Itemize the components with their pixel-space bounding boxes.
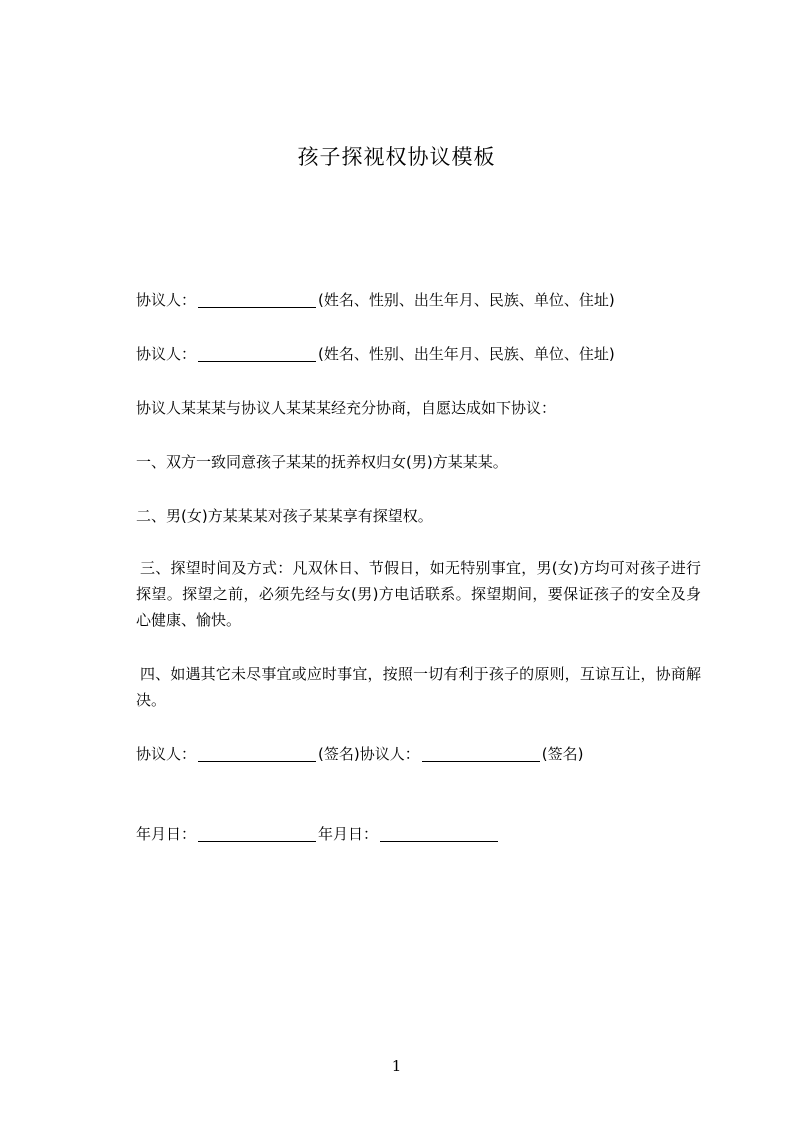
document-title: 孩子探视权协议模板 xyxy=(297,145,496,169)
party-line-2 xyxy=(136,341,615,367)
signature-note-2: (签名) xyxy=(541,745,584,763)
date-line xyxy=(136,821,500,847)
blank-line xyxy=(198,360,316,362)
clause-2: 二、男(女)方某某某对孩子某某享有探望权。 xyxy=(136,507,433,525)
party-label: 协议人： xyxy=(136,345,197,363)
party-label: 协议人： xyxy=(136,291,197,309)
signature-line xyxy=(136,741,583,767)
blank-line xyxy=(198,840,316,842)
blank-line xyxy=(422,760,540,762)
page-number: 1 xyxy=(391,1057,402,1075)
date-label-1: 年月日： xyxy=(136,825,197,843)
clause-4: 四、如遇其它未尽事宜或应时事宜，按照一切有利于孩子的原则，互谅互让，协商解决。 xyxy=(136,665,701,709)
blank-line xyxy=(198,760,316,762)
intro-paragraph: 协议人某某某与协议人某某某经充分协商，自愿达成如下协议： xyxy=(136,399,557,417)
blank-line xyxy=(380,840,498,842)
clause-3: 三、探望时间及方式：凡双休日、节假日，如无特别事宜，男(女)方均可对孩子进行探望。探望之前，必须先经与女(男)方电话联系。探望期间，要保证孩子的安全及身心健康、愉快。 xyxy=(136,559,701,629)
signature-note-1: (签名) xyxy=(318,745,360,763)
party-note: (姓名、性别、出生年月、民族、单位、住址) xyxy=(318,345,615,363)
signature-label-2: 协议人： xyxy=(359,745,420,763)
date-label-2: 年月日： xyxy=(318,825,379,843)
party-note: (姓名、性别、出生年月、民族、单位、住址) xyxy=(318,291,615,309)
party-line-1 xyxy=(136,287,615,313)
clause-1: 一、双方一致同意孩子某某的抚养权归女(男)方某某某。 xyxy=(136,453,508,471)
blank-line xyxy=(198,306,316,308)
signature-label-1: 协议人： xyxy=(136,745,197,763)
